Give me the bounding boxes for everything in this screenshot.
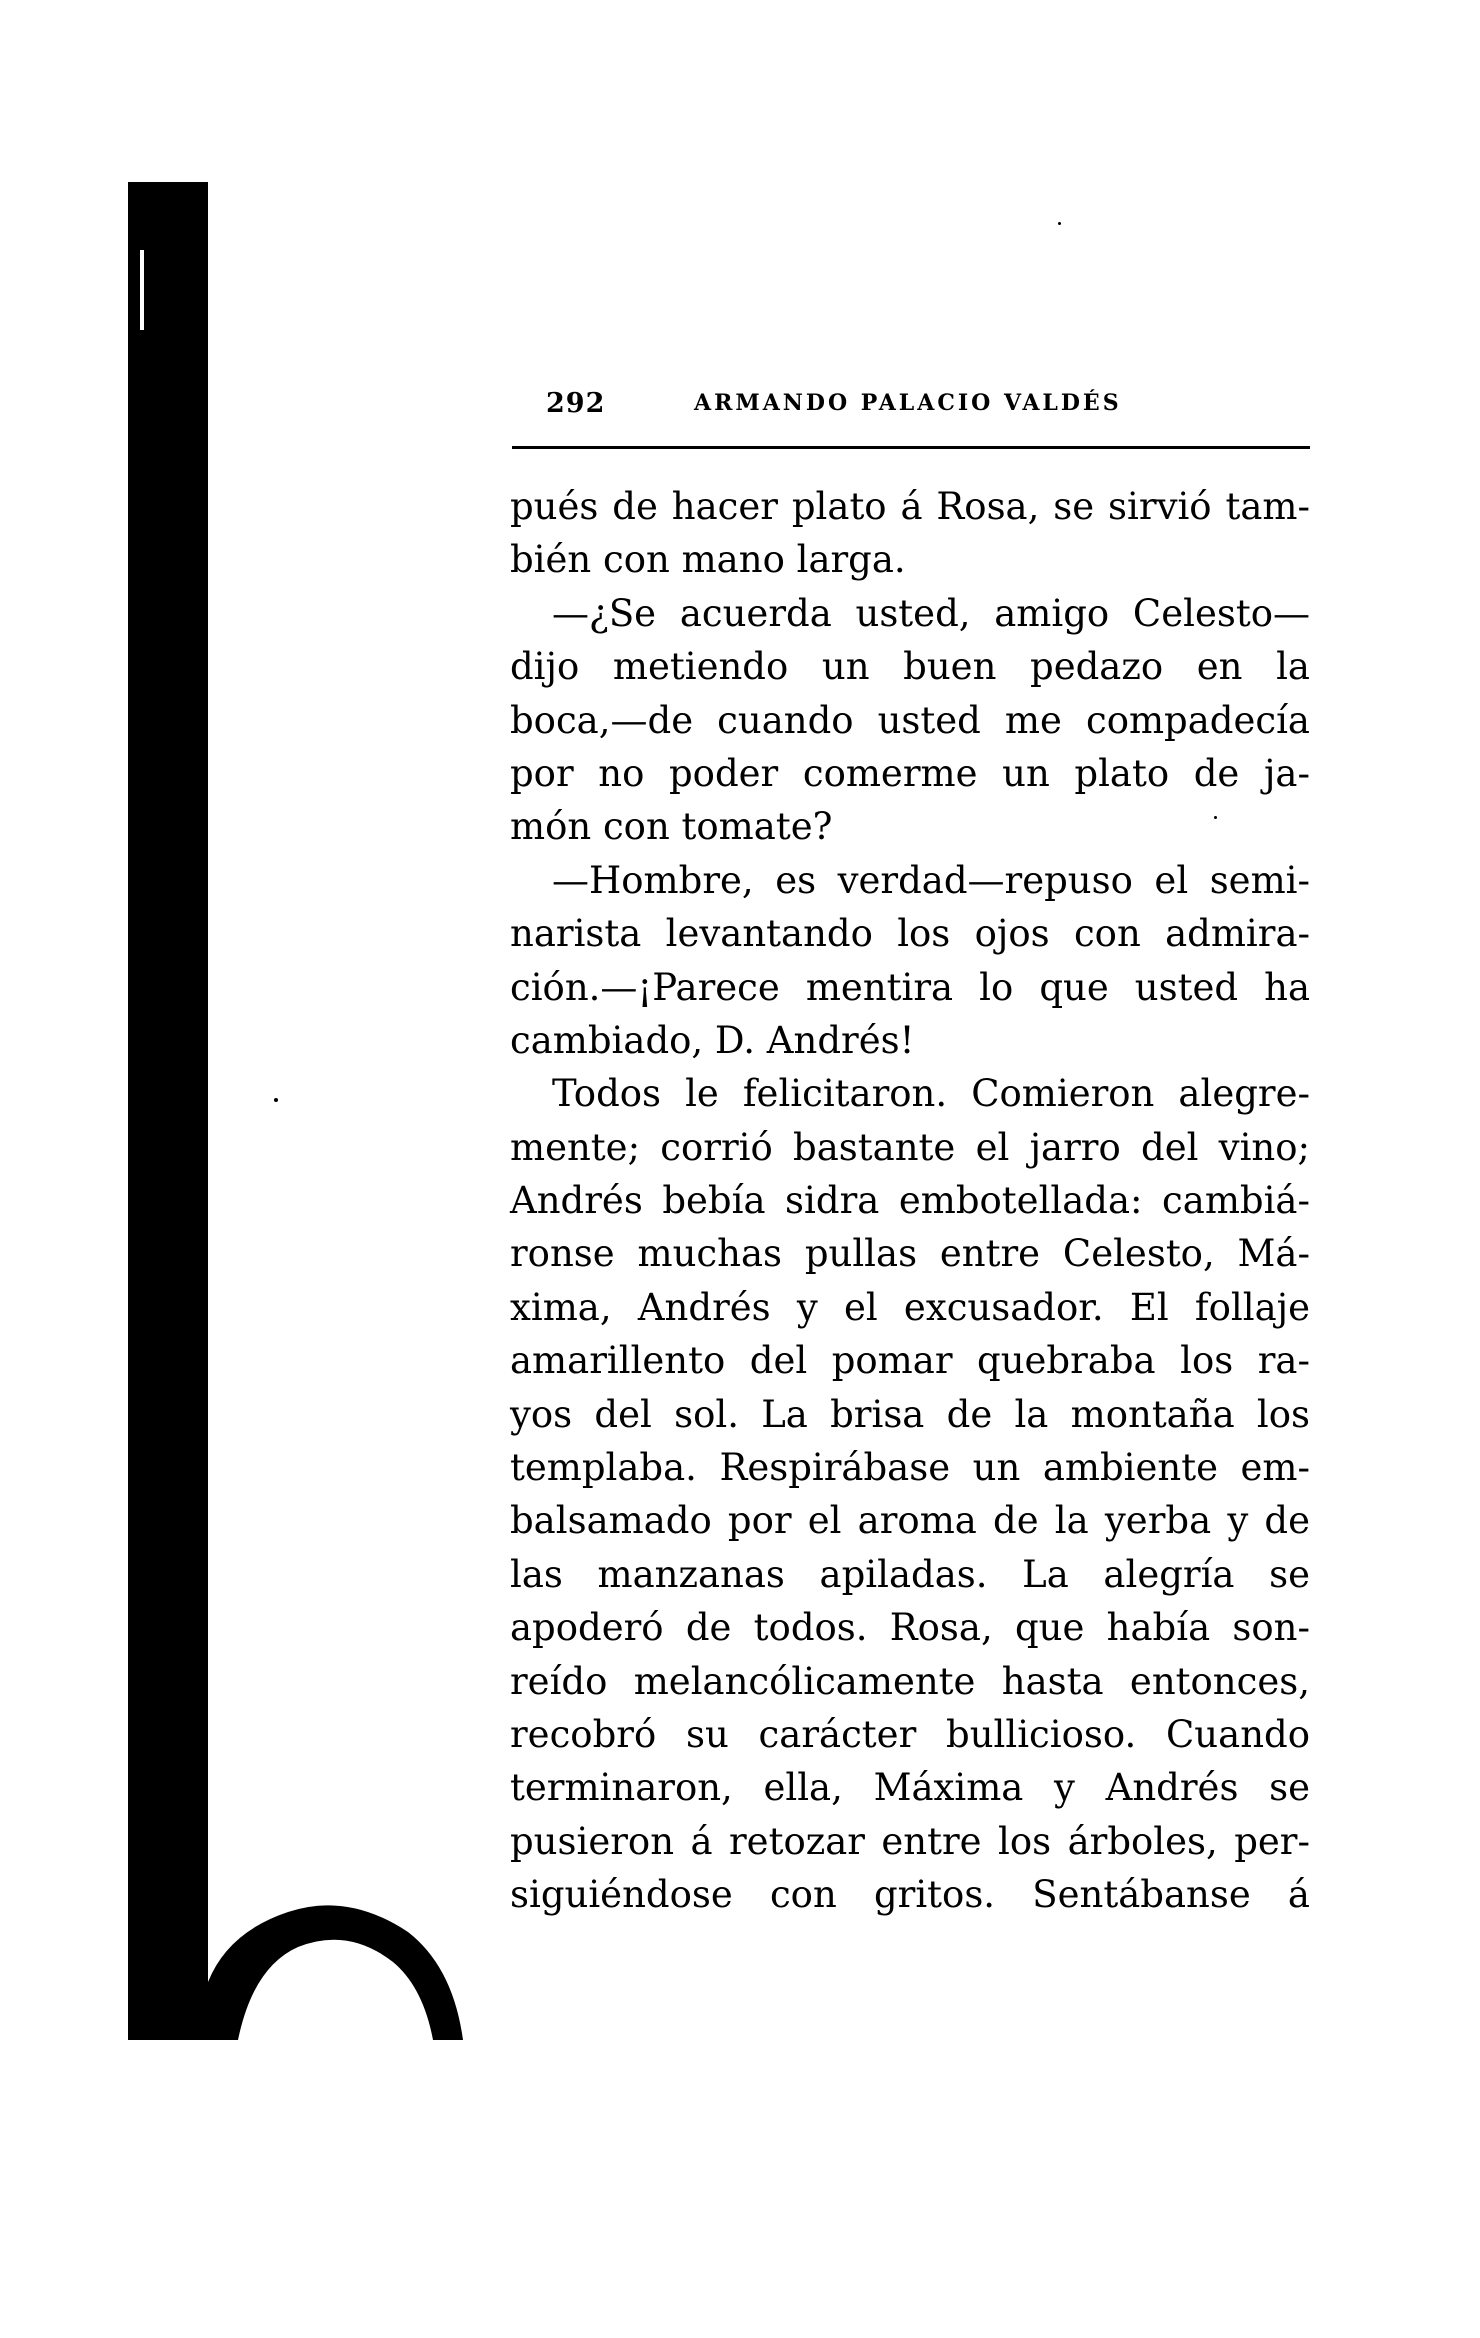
scan-edge-notch	[140, 250, 144, 330]
text-line: Andrés bebía sidra embotellada: cambiá-	[510, 1179, 1310, 1223]
running-head: ARMANDO PALACIO VALDÉS	[694, 390, 1122, 416]
text-line: bién con mano larga.	[510, 538, 906, 582]
ink-speck	[1058, 222, 1061, 225]
text-line: pués de hacer plato á Rosa, se sirvió tam-	[510, 485, 1310, 528]
text-line: xima, Andrés y el excusador. El follaje	[510, 1285, 1310, 1329]
text-line: —Hombre, es verdad—repuso el semi-	[552, 858, 1310, 902]
text-line: Todos le felicitaron. Comieron alegre-	[552, 1072, 1310, 1116]
text-line: templaba. Respirábase un ambiente em-	[510, 1446, 1310, 1490]
text-line: terminaron, ella, Máxima y Andrés se	[510, 1766, 1310, 1810]
ink-speck	[274, 1098, 278, 1102]
text-line: pusieron á retozar entre los árboles, per-	[510, 1819, 1310, 1863]
text-line: por no poder comerme un plato de ja-	[510, 751, 1310, 795]
header-rule	[512, 446, 1310, 449]
text-line: siguiéndose con gritos. Sentábanse á	[510, 1873, 1310, 1917]
text-line: reído melancólicamente hasta entonces,	[510, 1659, 1310, 1703]
text-line: mente; corrió bastante el jarro del vino;	[510, 1125, 1310, 1169]
text-line: yos del sol. La brisa de la montaña los	[510, 1392, 1310, 1436]
text-line: dijo metiendo un buen pedazo en la	[510, 645, 1310, 689]
text-line: narista levantando los ojos con admira-	[510, 912, 1310, 956]
text-line: boca,—de cuando usted me compadecía	[510, 698, 1310, 742]
text-line: ronse muchas pullas entre Celesto, Má-	[510, 1232, 1310, 1276]
scan-arch-artifact	[208, 1892, 468, 2040]
page-header	[512, 388, 1312, 424]
text-line: món con tomate?	[510, 805, 833, 849]
text-line: balsamado por el aroma de la yerba y de	[510, 1499, 1310, 1543]
text-line: apoderó de todos. Rosa, que había son-	[510, 1606, 1310, 1650]
text-line: ción.—¡Parece mentira lo que usted ha	[510, 965, 1310, 1009]
text-line: cambiado, D. Andrés!	[510, 1018, 915, 1062]
text-line: las manzanas apiladas. La alegría se	[510, 1552, 1310, 1596]
text-line: recobró su carácter bullicioso. Cuando	[510, 1712, 1310, 1756]
text-line: —¿Se acuerda usted, amigo Celesto—	[552, 591, 1310, 635]
body-text	[510, 480, 1310, 1922]
scan-binding-edge	[128, 182, 208, 2040]
page-number: 292	[546, 388, 606, 419]
text-line: amarillento del pomar quebraba los ra-	[510, 1339, 1310, 1383]
